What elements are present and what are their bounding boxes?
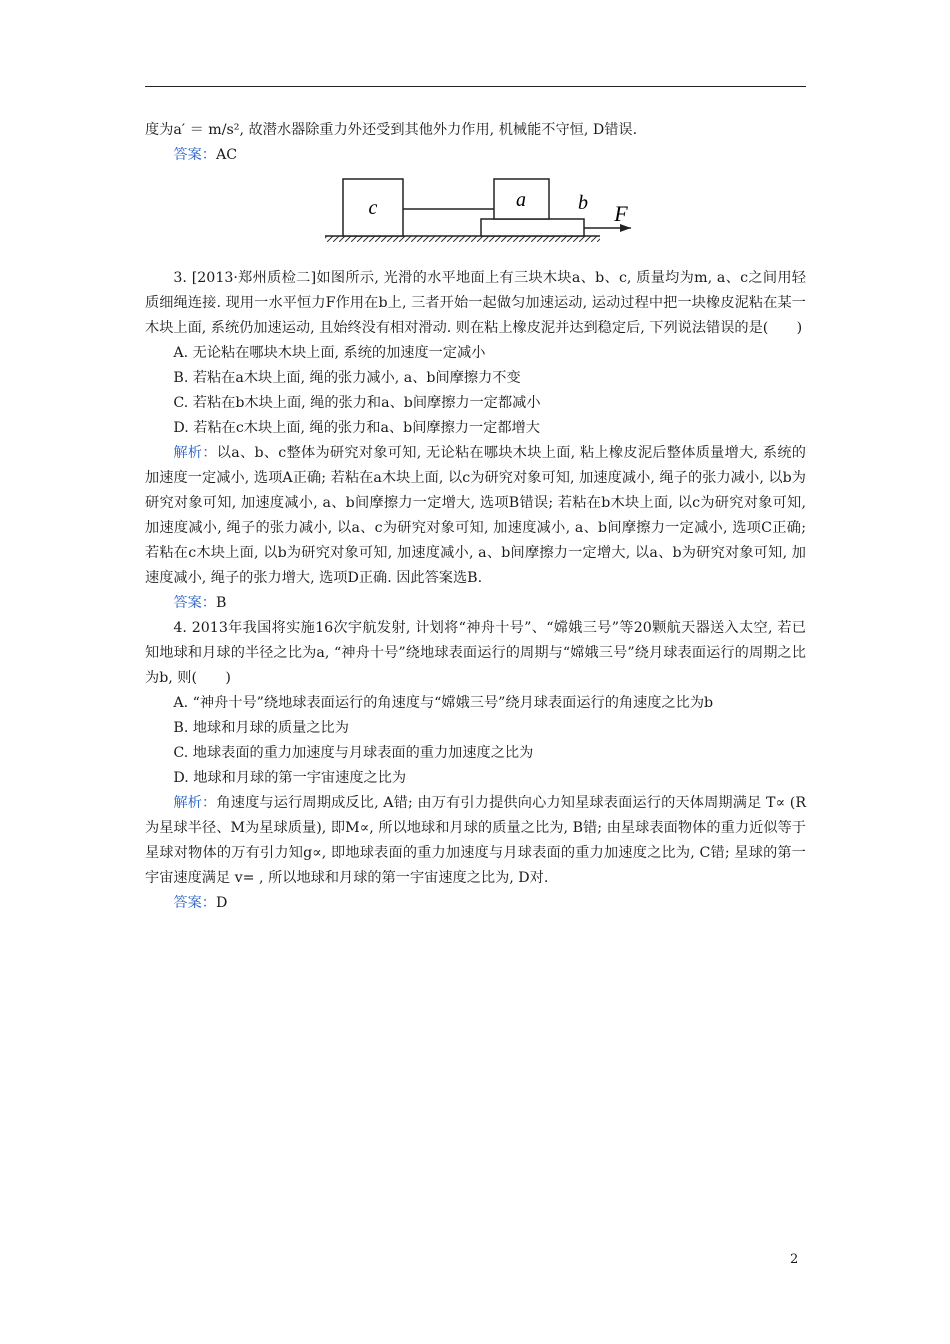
answer-label: 答案： <box>173 147 216 163</box>
q3-answer <box>145 591 806 616</box>
block-c-label: c <box>368 197 377 219</box>
q4-option-b: B. 地球和月球的质量之比为 <box>173 720 349 736</box>
block-b-label: b <box>577 192 588 214</box>
q4-option-c: C. 地球表面的重力加速度与月球表面的重力加速度之比为 <box>173 745 534 761</box>
block-b <box>481 219 584 236</box>
analysis-label: 解析： <box>173 445 217 461</box>
q3-option-c: C. 若粘在b木块上面, 绳的张力和a、b间摩擦力一定都减小 <box>173 395 541 411</box>
answer-value: AC <box>215 147 238 163</box>
q3-analysis <box>145 441 806 591</box>
q4-analysis-text: 角速度与运行周期成反比, A错; 由万有引力提供向心力知星球表面运行的天体周期满足 T∝ (R为星球半径、M为星球质量), 即M∝, 所以地球和月球的质量之比为, B错; 由星球表面物体的重力近似等于星球对物体的万有引力知g∝, 即地球表面的重力加速度与月球表面的重力加速度之比为, C错; 星球的第一宇宙速度满足 v= , 所以地球和月球的第一宇宙速度之比为, D对. <box>145 795 806 886</box>
q3-option-b: B. 若粘在a木块上面, 绳的张力减小, a、b间摩擦力不变 <box>173 370 521 386</box>
header-rule <box>145 86 806 87</box>
q3-stem: 3. [2013·郑州质检二]如图所示, 光滑的水平地面上有三块木块a、b、c, 质量均为m, a、c之间用轻质细绳连接. 现用一水平恒力F作用在b上, 三者开始一起做匀加速运动, 运动过程中把一块橡皮泥粘在某一木块上面, 系统仍加速运动, 且始终没有相对滑动. 则在粘上橡皮泥并达到稳定后, 下列说法错误的是( ) <box>145 270 806 336</box>
q4-option-d: D. 地球和月球的第一宇宙速度之比为 <box>173 770 407 786</box>
page-content <box>145 118 806 916</box>
q4-option-a: A. “神舟十号”绕地球表面运行的角速度与“嫦娥三号”绕月球表面运行的角速度之比为b <box>173 695 714 711</box>
block-a-label: a <box>515 189 526 211</box>
answer-label: 答案： <box>173 595 216 611</box>
q3-option-d: D. 若粘在c木块上面, 绳的张力和a、b间摩擦力一定都增大 <box>173 420 540 436</box>
q4-answer-value: D <box>215 895 228 911</box>
q4-answer <box>145 891 806 916</box>
page-number: 2 <box>790 1252 799 1267</box>
ground-hatch <box>325 236 600 242</box>
blocks-figure <box>145 176 806 254</box>
prev-answer <box>145 143 806 168</box>
force-label: F <box>613 201 628 226</box>
q3-answer-value: B <box>215 595 227 611</box>
answer-label: 答案： <box>173 895 216 911</box>
prev-solution-tail: 度为a′ ＝ m/s², 故潜水器除重力外还受到其他外力作用, 机械能不守恒, D错误. <box>145 122 638 138</box>
analysis-label: 解析： <box>173 795 217 811</box>
q4-stem: 4. 2013年我国将实施16次宇航发射, 计划将“神舟十号”、“嫦娥三号”等20颗航天器送入太空, 若已知地球和月球的半径之比为a, “神舟十号”绕地球表面运行的周期与“嫦娥三号”绕月球表面运行的周期之比为b, 则( ) <box>145 620 806 686</box>
q4-analysis <box>145 791 806 891</box>
q3-option-a: A. 无论粘在哪块木块上面, 系统的加速度一定减小 <box>173 345 486 361</box>
blocks-diagram <box>321 176 631 254</box>
q3-analysis-text: 以a、b、c整体为研究对象可知, 无论粘在哪块木块上面, 粘上橡皮泥后整体质量增大, 系统的加速度一定减小, 选项A正确; 若粘在a木块上面, 以c为研究对象可知, 加速度减小, 绳子的张力减小, 以b为研究对象可知, 加速度减小, a、b间摩擦力一定增大, 选项B错误; 若粘在b木块上面, 以c为研究对象可知, 加速度减小, 绳子的张力减小, 以a、c为研究对象可知, 加速度减小, a、b间摩擦力一定减小, 选项C正确; 若粘在c木块上面, 以b为研究对象可知, 加速度减小, a、b间摩擦力一定增大, 以a、b为研究对象可知, 加速度减小, 绳子的张力增大, 选项D正确. 因此答案选B. <box>145 445 806 586</box>
